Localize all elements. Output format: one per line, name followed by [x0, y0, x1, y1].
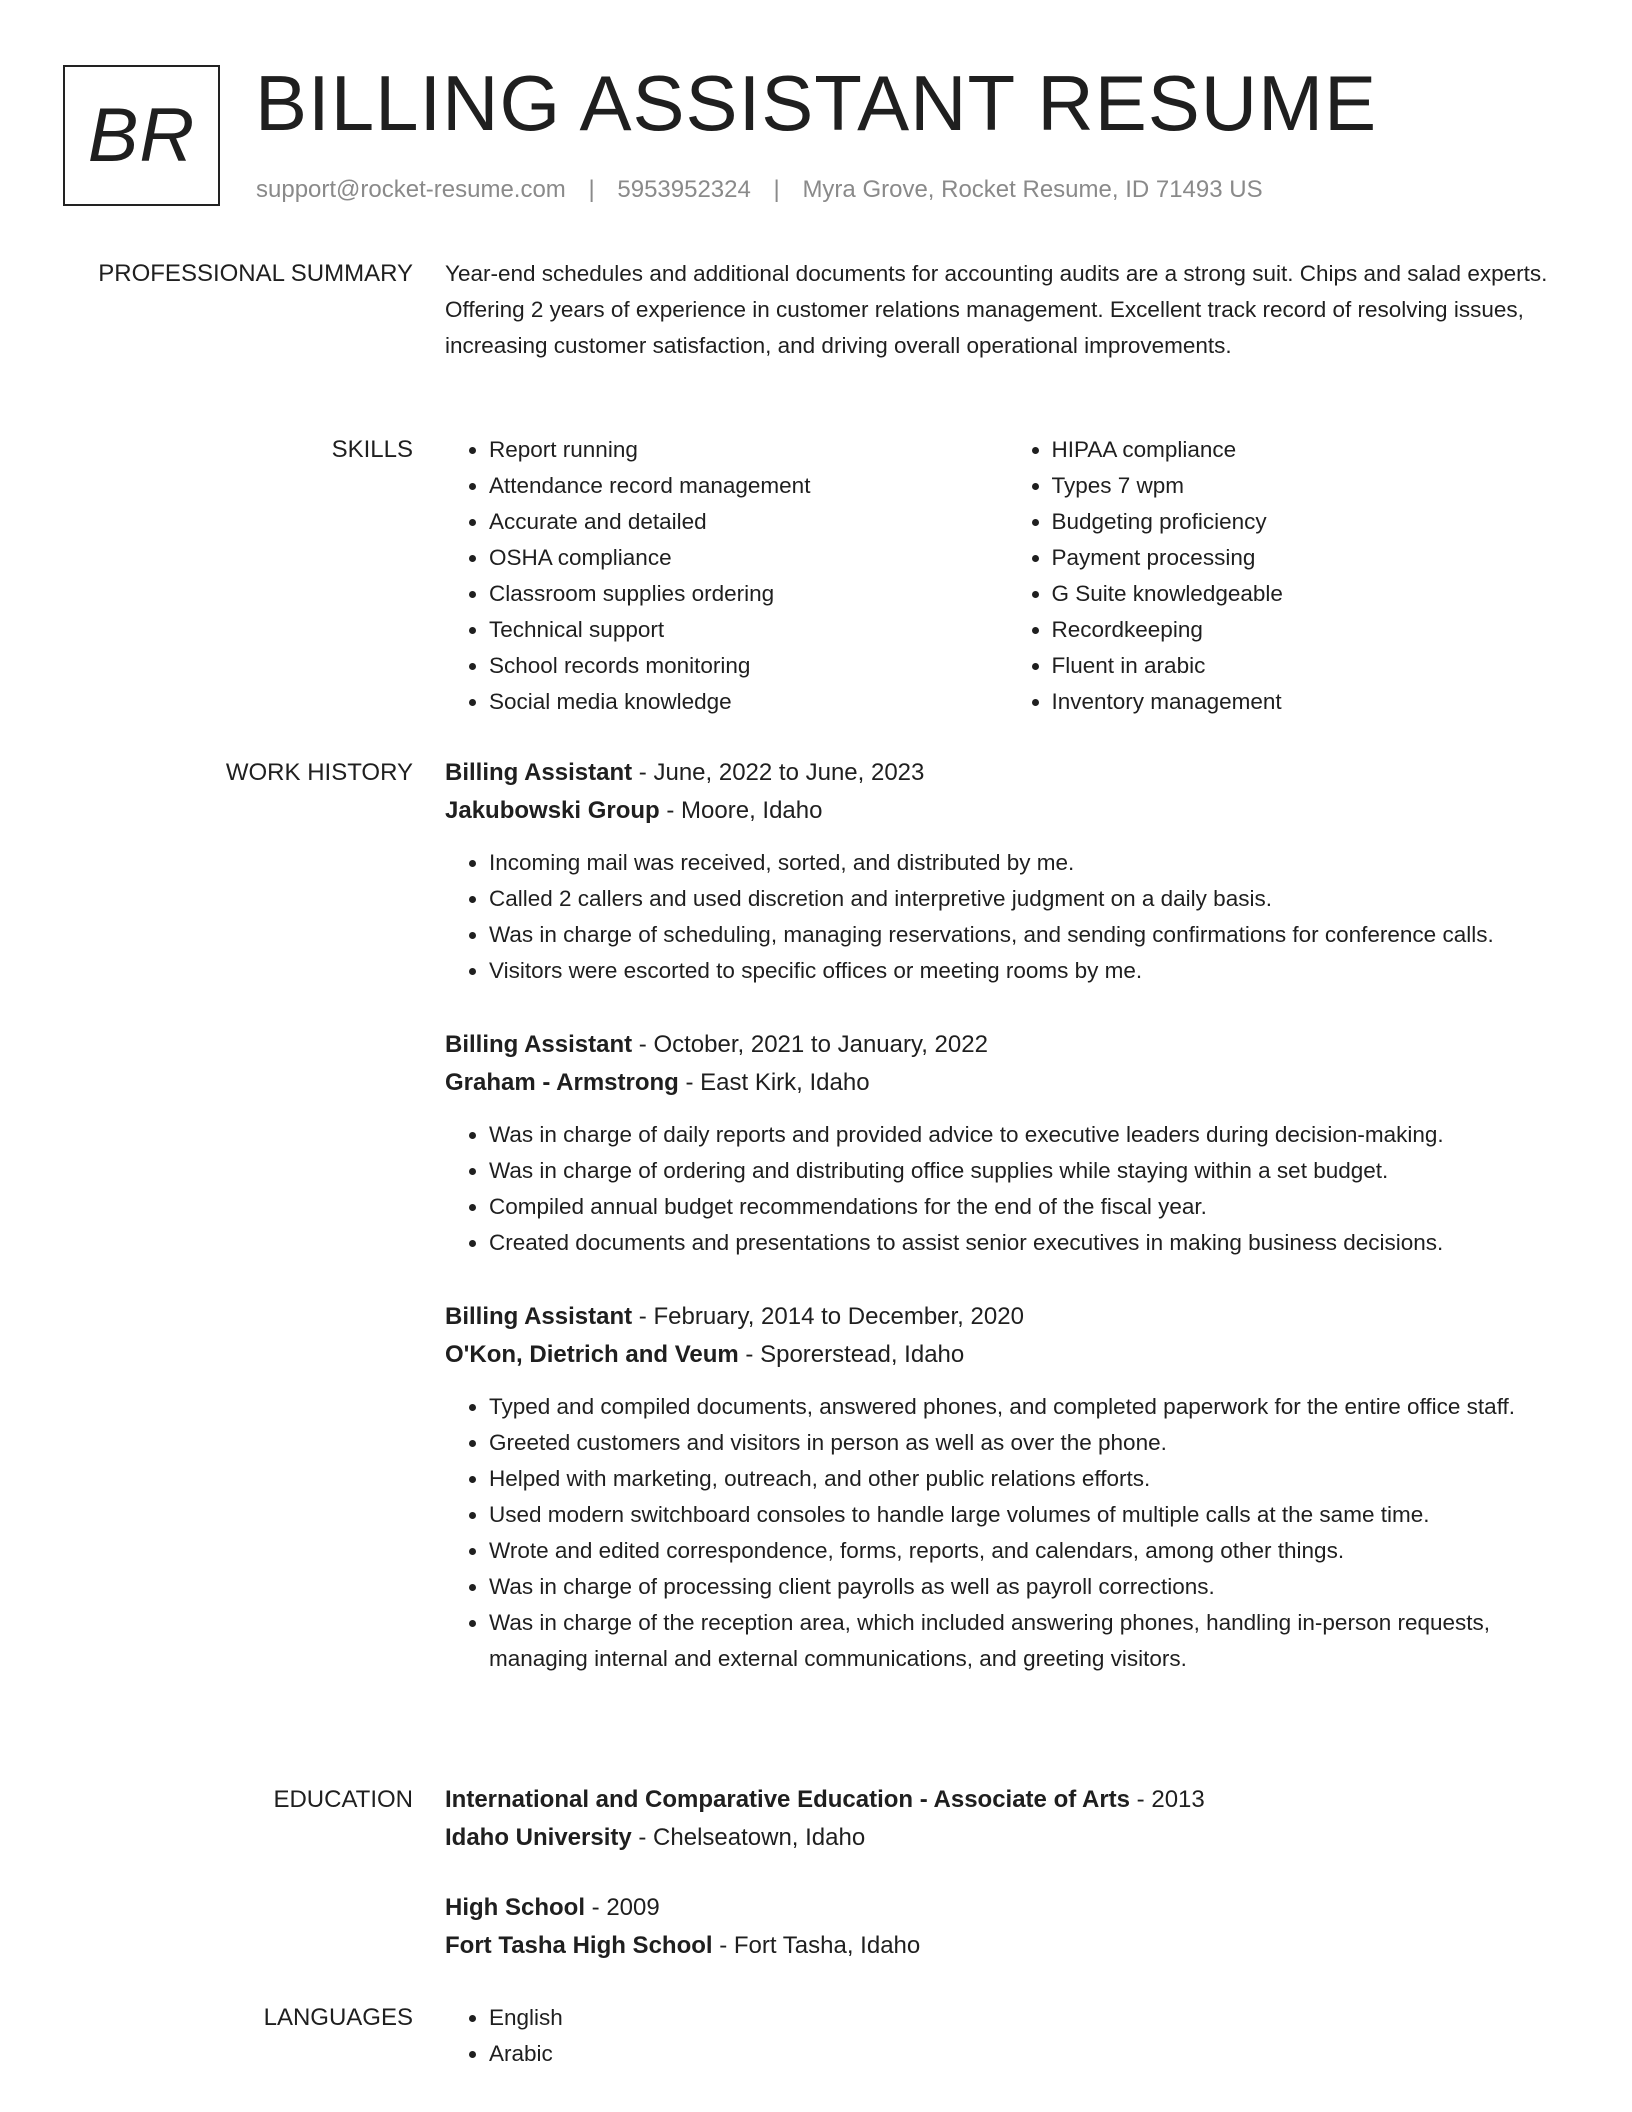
- education-school-line: [445, 1927, 1570, 1965]
- section-label-education: EDUCATION: [273, 1786, 413, 1813]
- education-year: - 2013: [1130, 1786, 1205, 1813]
- job-dates: - October, 2021 to January, 2022: [632, 1031, 988, 1058]
- education-school-line: [445, 1819, 1570, 1857]
- job-bullet: • Used modern switchboard consoles to handle large volumes of multiple calls at the same time.: [489, 1497, 1570, 1533]
- skills-list-left: [445, 432, 1008, 720]
- contact-separator: |: [588, 176, 595, 203]
- job-company-line: [445, 1064, 1570, 1102]
- education-degree-line: [445, 1889, 1570, 1927]
- skill-item: • Report running: [489, 432, 1008, 468]
- education-degree-line: [445, 1781, 1570, 1819]
- contact-phone: 5953952324: [617, 176, 751, 203]
- monogram-logo: BR: [63, 65, 220, 206]
- section-label-skills: SKILLS: [331, 436, 413, 463]
- skill-item: • Accurate and detailed: [489, 504, 1008, 540]
- job-title: Billing Assistant: [445, 759, 633, 786]
- skill-item: • Inventory management: [1052, 684, 1571, 720]
- job-bullet: • Was in charge of processing client payrolls as well as payroll corrections.: [489, 1569, 1570, 1605]
- job-entry: [445, 754, 1570, 989]
- job-bullet: • Visitors were escorted to specific offices or meeting rooms by me.: [489, 953, 1570, 989]
- job-bullet: • Greeted customers and visitors in person as well as over the phone.: [489, 1425, 1570, 1461]
- job-bullet: • Incoming mail was received, sorted, and distributed by me.: [489, 845, 1570, 881]
- job-title: Billing Assistant: [445, 1031, 633, 1058]
- job-bullet: • Was in charge of scheduling, managing reservations, and sending confirmations for conference calls.: [489, 917, 1570, 953]
- skill-item: • OSHA compliance: [489, 540, 1008, 576]
- skill-item: • Recordkeeping: [1052, 612, 1571, 648]
- education-entry: [445, 1781, 1570, 1857]
- job-title-line: [445, 1026, 1570, 1064]
- education-location: - Fort Tasha, Idaho: [712, 1932, 921, 1959]
- job-entry: [445, 1298, 1570, 1677]
- job-bullets: [445, 845, 1570, 989]
- section-label-summary: PROFESSIONAL SUMMARY: [98, 260, 413, 287]
- job-bullet: • Created documents and presentations to assist senior executives in making business decisions.: [489, 1225, 1570, 1261]
- job-dates: - February, 2014 to December, 2020: [632, 1303, 1024, 1330]
- skill-item: • Types 7 wpm: [1052, 468, 1571, 504]
- skill-item: • Social media knowledge: [489, 684, 1008, 720]
- language-item: • Arabic: [489, 2036, 1570, 2072]
- job-title-line: [445, 1298, 1570, 1336]
- job-bullet: • Typed and compiled documents, answered phones, and completed paperwork for the entire office staff.: [489, 1389, 1570, 1425]
- job-bullets: [445, 1389, 1570, 1677]
- skill-item: • Technical support: [489, 612, 1008, 648]
- job-entry: [445, 1026, 1570, 1261]
- skills-list-right: [1008, 432, 1571, 720]
- contact-email: support@rocket-resume.com: [256, 176, 566, 203]
- skill-item: • HIPAA compliance: [1052, 432, 1571, 468]
- section-label-languages: LANGUAGES: [263, 2004, 413, 2031]
- education-school: Idaho University: [445, 1824, 632, 1851]
- skill-item: • Fluent in arabic: [1052, 648, 1571, 684]
- language-item: • English: [489, 2000, 1570, 2036]
- education-degree: High School: [445, 1894, 585, 1921]
- job-bullet: • Was in charge of ordering and distributing office supplies while staying within a set budget.: [489, 1153, 1570, 1189]
- job-dates: - June, 2022 to June, 2023: [632, 759, 925, 786]
- job-bullet: • Was in charge of daily reports and provided advice to executive leaders during decision-making.: [489, 1117, 1570, 1153]
- job-bullet: • Compiled annual budget recommendations for the end of the fiscal year.: [489, 1189, 1570, 1225]
- job-title-line: [445, 754, 1570, 792]
- education-location: - Chelseatown, Idaho: [631, 1824, 866, 1851]
- resume-header: [0, 0, 1632, 240]
- job-company: Graham - Armstrong: [445, 1069, 679, 1096]
- skill-item: • Classroom supplies ordering: [489, 576, 1008, 612]
- job-location: - East Kirk, Idaho: [678, 1069, 870, 1096]
- job-bullets: [445, 1117, 1570, 1261]
- contact-address: Myra Grove, Rocket Resume, ID 71493 US: [802, 176, 1263, 203]
- languages-list: [445, 2000, 1570, 2072]
- skill-item: • Payment processing: [1052, 540, 1571, 576]
- job-company: Jakubowski Group: [445, 797, 660, 824]
- education-degree: International and Comparative Education - Associate of Arts: [445, 1786, 1131, 1813]
- job-title: Billing Assistant: [445, 1303, 633, 1330]
- skill-item: • G Suite knowledgeable: [1052, 576, 1571, 612]
- job-bullet: • Called 2 callers and used discretion and interpretive judgment on a daily basis.: [489, 881, 1570, 917]
- job-company: O'Kon, Dietrich and Veum: [445, 1341, 739, 1368]
- contact-line: [256, 176, 1263, 204]
- skill-item: • Attendance record management: [489, 468, 1008, 504]
- job-location: - Sporerstead, Idaho: [738, 1341, 965, 1368]
- education-year: - 2009: [585, 1894, 660, 1921]
- job-company-line: [445, 792, 1570, 830]
- job-company-line: [445, 1336, 1570, 1374]
- education-entry: [445, 1889, 1570, 1965]
- job-location: - Moore, Idaho: [659, 797, 823, 824]
- section-label-work-history: WORK HISTORY: [225, 759, 413, 786]
- skill-item: • School records monitoring: [489, 648, 1008, 684]
- job-bullet: • Helped with marketing, outreach, and other public relations efforts.: [489, 1461, 1570, 1497]
- skill-item: • Budgeting proficiency: [1052, 504, 1571, 540]
- summary-text: Year-end schedules and additional documents for accounting audits are a strong suit. Chips and salad experts. Offering 2 years of experience in customer relations management. Excellent track record of resolving issues, increasing customer satisfaction, and driving overall operational improvements.: [445, 261, 1548, 358]
- job-bullet: • Wrote and edited correspondence, forms, reports, and calendars, among other things.: [489, 1533, 1570, 1569]
- education-school: Fort Tasha High School: [445, 1932, 713, 1959]
- resume-title: BILLING ASSISTANT RESUME: [255, 59, 1378, 147]
- job-bullet: • Was in charge of the reception area, which included answering phones, handling in-person requests, managing internal and external communications, and greeting visitors.: [489, 1605, 1570, 1677]
- contact-separator: |: [773, 176, 780, 203]
